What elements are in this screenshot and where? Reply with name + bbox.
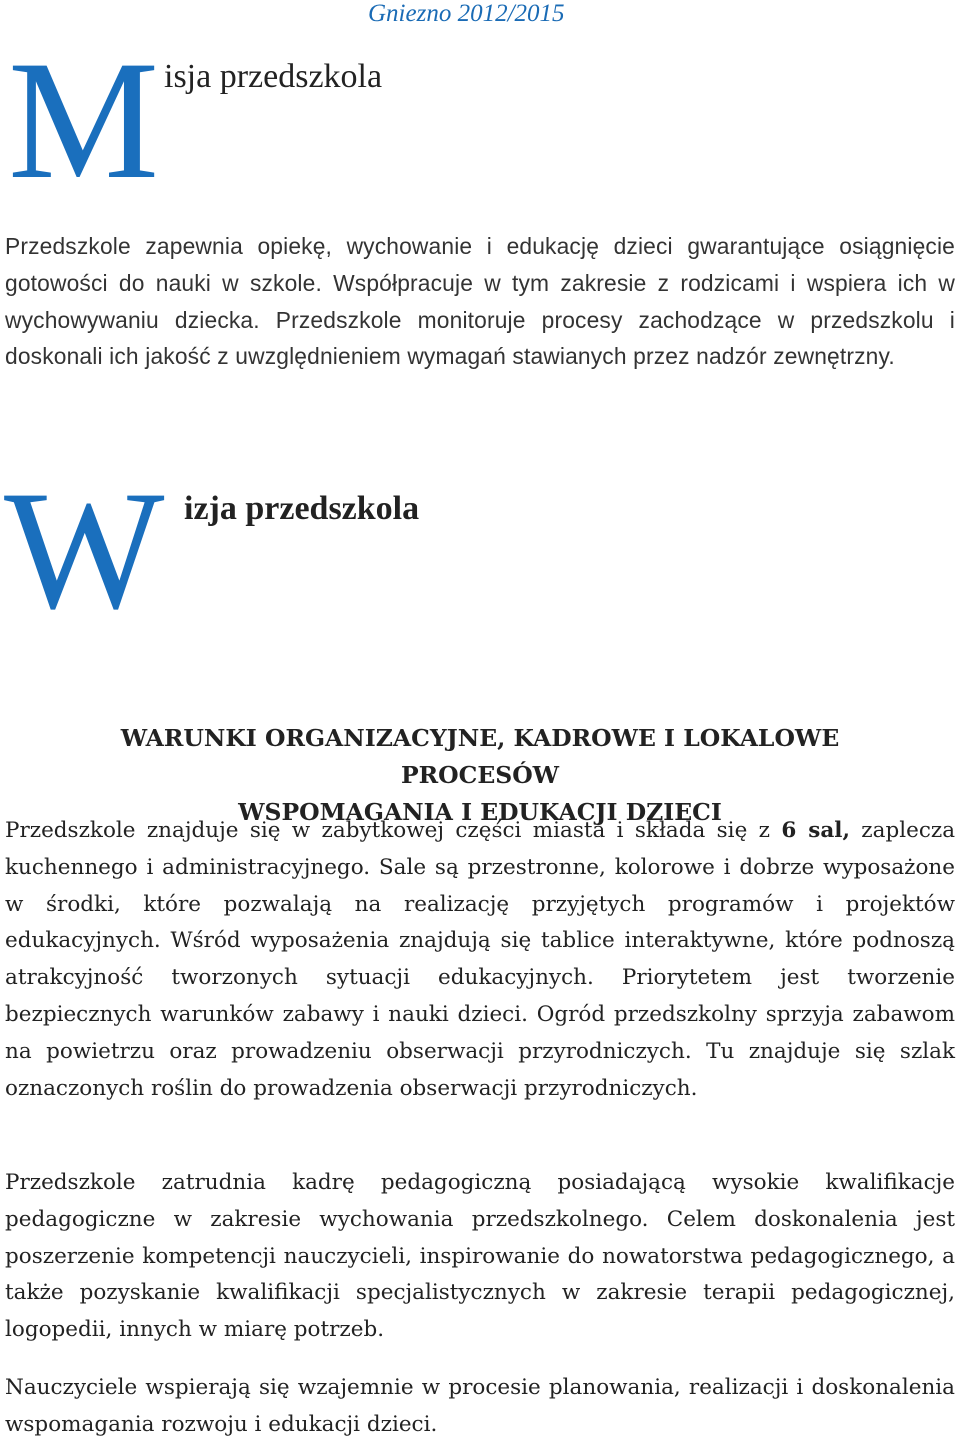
mission-title: isja przedszkola (164, 58, 383, 95)
conditions-paragraph-staff: Przedszkole zatrudnia kadrę pedagogiczną posiadającą wysokie kwalifikacje pedagogiczne w zakresie wychowania przedszkolnego. Celem doskonalenia jest poszerzenie kompetencji nauczycieli, inspirowanie do nowatorstwa pedagogicznego, a także pozyskanie kwalifikacji specjalistycznych w zakresie terapii pedagogicznej, logopedii, innych w miarę potrzeb. (5, 1170, 955, 1343)
mission-dropcap: M (8, 26, 160, 214)
vision-dropcap: W (4, 456, 165, 644)
header-date: Gniezno 2012/2015 (368, 0, 565, 27)
conditions-paragraph-teachers: Nauczyciele wspierają się wzajemnie w procesie planowania, realizacji i doskonalenia wspomagania rozwoju i edukacji dzieci. (5, 1375, 955, 1437)
conditions-paragraph-facilities (5, 813, 955, 1107)
mission-paragraph: Przedszkole zapewnia opiekę, wychowanie i edukację dzieci gwarantujące osiągnięcie gotowości do nauki w szkole. Współpracuje w tym zakresie z rodzicami i wspiera ich w wychowywaniu dziecka. Przedszkole monitoruje procesy zachodzące w przedszkolu i doskonali ich jakość z uwzględnieniem wymagań stawianych przez nadzór zewnętrzny. (5, 233, 955, 370)
conditions-title-line-1: WARUNKI ORGANIZACYJNE, KADROWE I LOKALOWE PROCESÓW (120, 724, 840, 789)
rooms-count-highlight: 6 sal, (781, 818, 850, 843)
facilities-text-start: Przedszkole znajduje się w zabytkowej części miasta i składa się z (5, 818, 782, 843)
vision-title: izja przedszkola (184, 490, 420, 527)
conditions-title-line-2: WSPOMAGANIA I EDUKACJI DZIECI (238, 798, 722, 826)
facilities-text-end: zaplecza kuchennego i administracyjnego. Sale są przestronne, kolorowe i dobrze wyposażone w środki, które pozwalają na realizację przyjętych programów i projektów edukacyjnych. Wśród wyposażenia znajdują się tablice interaktywne, które podnoszą atrakcyjność tworzonych sytuacji edukacyjnych. Priorytetem jest tworzenie bezpiecznych warunków zabawy i nauki dzieci. Ogród przedszkolny sprzyja zabawom na powietrzu oraz prowadzeniu obserwacji przyrodniczych. Tu znajduje się szlak oznaczonych roślin do prowadzenia obserwacji przyrodniczych. (5, 818, 956, 1101)
